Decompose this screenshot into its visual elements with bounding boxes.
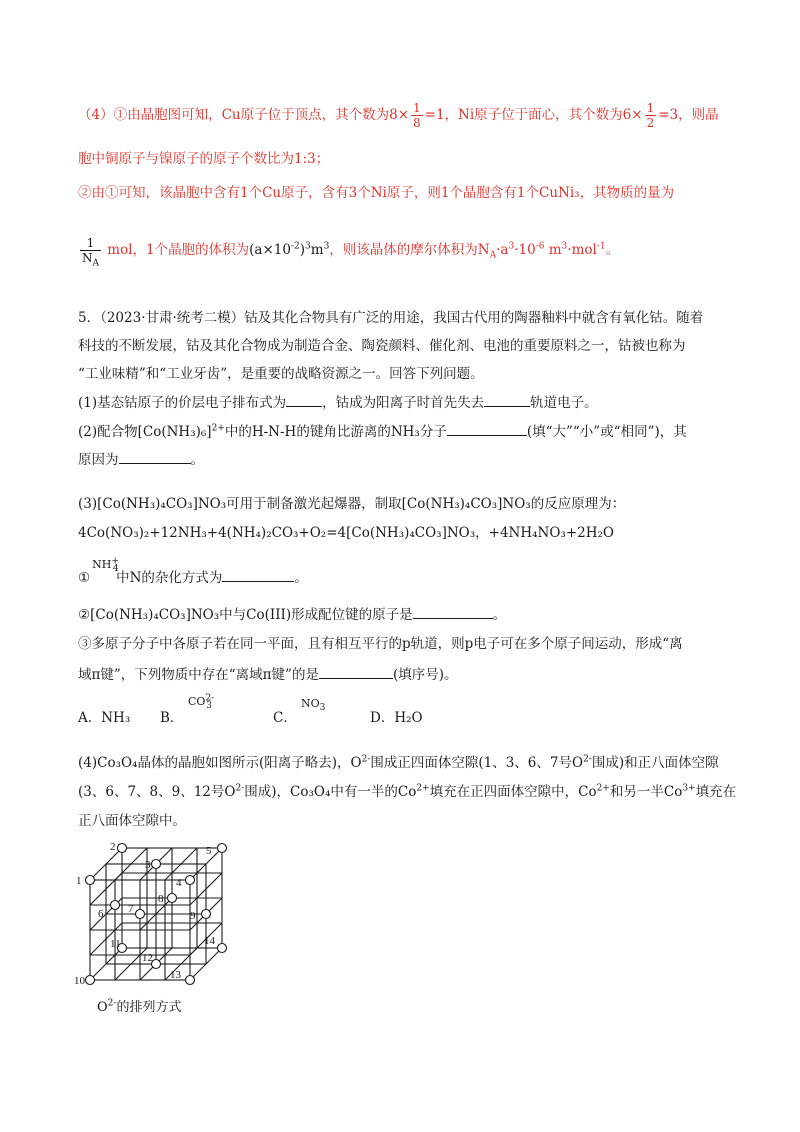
q5-part3-1: ① $NH^+_4$ 中N的杂化方式为 。 (78, 556, 308, 586)
label-13: 13 (170, 969, 181, 981)
q5-part2-reason: 原因为 。 (78, 449, 204, 470)
oxide-ion-1 (86, 876, 95, 885)
oxide-ion-10 (86, 976, 95, 985)
q5-part3: (3)[Co(NH₃)₄CO₃]NO₃可用于制备激光起爆器，制取[Co(NH₃)₄CO₃]NO₃的反应原理为： (78, 496, 626, 512)
fraction-one-eighth: $\frac{1}{8}$ (413, 101, 421, 130)
label-1: 1 (76, 875, 82, 887)
q5-part4-line1: (4)Co₃O₄晶体的晶胞如图所示(阳离子略去)，$O^{2-}$围成正四面体空隙(1、3、6、7号$O^{2-}$围成)和正八面体空隙 (78, 754, 719, 771)
q5-part2: (2)配合物$[Co(NH_3)_6]^{2+}$中的H-N-H的键角比游离的NH₃分子 (填“大”“小”或“相同”)，其 (78, 421, 687, 442)
label-3: 3 (145, 859, 151, 871)
label-14: 14 (204, 935, 215, 947)
oxide-ion-8 (168, 894, 177, 903)
fraction-one-half: $\frac{1}{2}$ (646, 101, 655, 130)
option-a[interactable]: A．NH₃ (78, 710, 131, 726)
answer4-line2: 胞中铜原子与镍原子的原子个数比为1:3； (78, 151, 330, 167)
oxide-ion-14 (218, 944, 227, 953)
q5-part4-line3: 正八面体空隙中。 (78, 813, 186, 829)
answer-blank[interactable] (484, 392, 530, 407)
oxide-ion-4 (186, 876, 195, 885)
q5-intro-line1: 5．（2023·甘肃·统考二模）钴及其化合物具有广泛的用途，我国古代用的陶器釉料中就含有氧化钴。随着 (78, 310, 704, 326)
answer-blank[interactable] (119, 449, 191, 464)
oxide-ion-9 (202, 910, 211, 919)
label-11: 11 (110, 938, 121, 950)
label-7: 7 (128, 903, 134, 915)
option-c[interactable]: C． (273, 710, 297, 726)
fraction-one-over-na: $\frac{1}{N_A}$ (82, 236, 99, 269)
oxide-ion-2 (118, 844, 127, 853)
label-8: 8 (158, 893, 164, 905)
label-5: 5 (206, 845, 212, 857)
q5-part3-3a: ③多原子分子中各原子若在同一平面，且有相互平行的p轨道，则p电子可在多个原子间运动，形成“离 (78, 636, 683, 652)
carbonate-ion: $CO^{2-}_3$ (188, 693, 215, 712)
nitrate-ion: $NO_3$ (301, 697, 326, 714)
oxide-ion-6 (111, 901, 120, 910)
label-9: 9 (190, 910, 196, 922)
oxide-ion-7 (136, 910, 145, 919)
answer-blank[interactable] (222, 567, 294, 582)
answer-blank[interactable] (319, 664, 393, 679)
oxide-ion-5 (218, 844, 227, 853)
oxide-ion-3 (152, 860, 161, 869)
label-2: 2 (110, 841, 116, 853)
answer-blank[interactable] (447, 421, 527, 436)
q5-part3-2: ②[Co(NH₃)₄CO₃]NO₃中与Co(III)形成配位键的原子是 。 (78, 604, 506, 625)
q5-part3-equation: 4Co(NO₃)₂+12NH₃+4(NH₄)₂CO₃+O₂=4[Co(NH₃)₄CO₃]NO₃，+4NH₄NO₃+2H₂O (78, 525, 614, 541)
crystal-lattice-figure (70, 840, 240, 996)
answer4-line4: $\frac{1}{N_A}$ mol，1个晶胞的体积为$(a\times 10^{-2})^3m^3$，则该晶体的摩尔体积为$N_A\cdot a^3\cdot 10^{-6}$ $m^3\cdot mol^{-1}$。 (82, 236, 620, 269)
option-b[interactable]: B． (160, 710, 184, 726)
figure-caption: $O^{2-}$的排列方式 (97, 998, 182, 1015)
q5-intro-line3: “工业味精”和“工业牙齿”，是重要的战略资源之一。回答下列问题。 (78, 366, 484, 382)
ammonium-ion: $NH^+_4$ (92, 556, 119, 575)
oxide-ion-13 (186, 976, 195, 985)
answer-blank[interactable] (286, 392, 322, 407)
volume-expression: $(a\times 10^{-2})^3m^3$ (249, 241, 330, 258)
q5-part4-line2: (3、6、7、8、9、12号$O^{2-}$围成)，Co₃O₄中有一半的$Co^{2+}$填充在正四面体空隙中，$Co^{2+}$和另一半$Co^{3+}$填充在 (78, 783, 737, 800)
q5-part1: (1)基态钴原子的价层电子排布式为 ，钴成为阳离子时首先失去 轨道电子。 (78, 392, 598, 413)
answer4-line3: ②由①可知，该晶胞中含有1个Cu原子，含有3个Ni原子，则1个晶胞含有1个CuNi₃，其物质的量为 (78, 185, 675, 201)
option-d[interactable]: D．H₂O (370, 710, 423, 726)
label-12: 12 (142, 952, 153, 964)
answer-blank[interactable] (413, 604, 493, 619)
q5-part3-3b: 域π键”，下列物质中存在“离域π键”的是 (填序号)。 (78, 664, 458, 685)
label-10: 10 (74, 975, 85, 987)
q5-intro-line2: 科技的不断发展，钴及其化合物成为制造合金、陶瓷颜料、催化剂、电池的重要原料之一，钴被也称为 (78, 338, 686, 354)
answer4-line1: （4）①由晶胞图可知，Cu原子位于顶点，其个数为8× $\frac{1}{8}$ =1，Ni原子位于面心，其个数为6× $\frac{1}{2}$ =3，则晶 (78, 101, 719, 130)
label-6: 6 (98, 908, 104, 920)
label-4: 4 (176, 877, 182, 889)
